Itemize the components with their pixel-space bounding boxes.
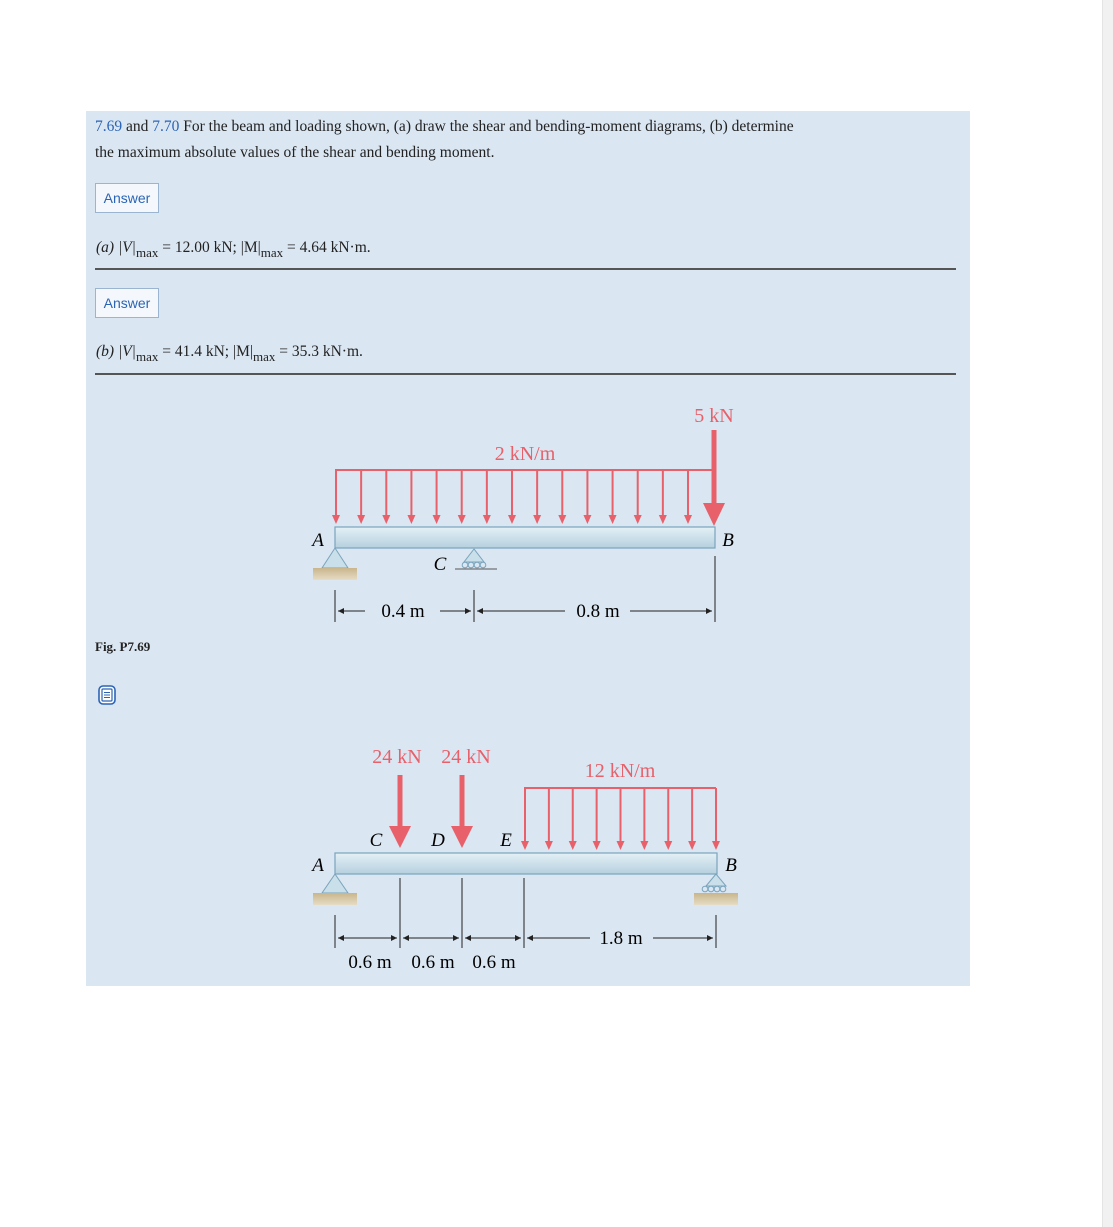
answer-b-text: (b) $|V|_{max} = 41.4$ kN; $|M|_{max} = 35.3$ kN·m. <box>96 343 363 364</box>
load-arrow-head <box>684 515 692 524</box>
answer-a-text: (a) $|V|_{max} = 12.00$ kN; $|M|_{max} = 4.64$ kN·m. <box>96 239 371 260</box>
load-arrow-head <box>521 841 529 850</box>
dimension-0-8m: 0.8 m <box>576 601 620 622</box>
label-a: A <box>312 530 324 551</box>
dimension-0-6m-1: 0.6 m <box>348 952 392 973</box>
roller-support-b-2 <box>694 874 738 905</box>
distributed-load-2-label: 12 kN/m <box>584 760 656 782</box>
dimension-0-6m-2: 0.6 m <box>411 952 455 973</box>
load-arrow-head <box>609 515 617 524</box>
point-load-24kn-c <box>389 775 411 848</box>
beam-ab-2 <box>335 853 717 874</box>
load-arrow-head <box>583 515 591 524</box>
point-load-label: 5 kN <box>694 405 734 427</box>
distributed-load-12kn <box>521 788 720 850</box>
load-arrow-head <box>634 515 642 524</box>
point-load-5kn <box>703 430 725 526</box>
point-load-24kn-d <box>451 775 473 848</box>
dimension-1-8m: 1.8 m <box>599 928 643 949</box>
load-arrow-head <box>382 515 390 524</box>
label-d-2: D <box>431 830 445 851</box>
problem-number-7-70[interactable]: 7.70 <box>152 118 180 135</box>
label-e-2: E <box>500 830 512 851</box>
dimension-lines-2 <box>335 878 716 948</box>
load-arrow-head <box>617 841 625 850</box>
label-c-2: C <box>369 830 383 851</box>
pin-support-a-2 <box>313 874 357 905</box>
load-arrow-head <box>545 841 553 850</box>
load-arrow-head <box>558 515 566 524</box>
problem-text-line2: the maximum absolute values of the shear and bending moment. <box>95 144 495 161</box>
load-arrow-head <box>688 841 696 850</box>
load-arrow-head <box>640 841 648 850</box>
load-arrow-head <box>458 515 466 524</box>
beam-ab <box>335 527 715 548</box>
answer-button-a[interactable]: Answer <box>95 183 159 213</box>
problem-number-7-69[interactable]: 7.69 <box>95 118 123 135</box>
figure-label: Fig. P7.69 <box>95 639 151 654</box>
load-arrow-head <box>659 515 667 524</box>
pin-support-a <box>313 548 357 580</box>
label-b-2: B <box>725 855 737 876</box>
answer-button-b[interactable]: Answer <box>95 288 159 318</box>
scrollbar[interactable] <box>1102 0 1113 1227</box>
load-c-label: 24 kN <box>372 746 422 768</box>
load-arrow-head <box>407 515 415 524</box>
problem-statement: 7.69 and 7.70 For the beam and loading shown, (a) draw the shear and bending-moment diagrams, (b) determine the maximum absolute values of the shear and bending moment. <box>95 118 794 161</box>
load-arrow-head <box>433 515 441 524</box>
load-arrow-head <box>332 515 340 524</box>
load-arrow-head <box>569 841 577 850</box>
load-arrow-head <box>483 515 491 524</box>
load-arrow-head <box>357 515 365 524</box>
label-c: C <box>433 554 447 575</box>
distributed-load-label: 2 kN/m <box>494 443 556 465</box>
problem-text-line1: For the beam and loading shown, (a) draw the shear and bending-moment diagrams, (b) determine <box>183 118 794 135</box>
dimension-0-4m: 0.4 m <box>381 601 425 622</box>
roller-support-c <box>455 549 497 569</box>
load-arrow-head <box>712 841 720 850</box>
label-a-2: A <box>312 855 324 876</box>
load-arrow-head <box>533 515 541 524</box>
dimension-0-6m-3: 0.6 m <box>472 952 516 973</box>
distributed-load-2kn <box>332 470 713 524</box>
load-arrow-head <box>508 515 516 524</box>
load-arrow-head <box>664 841 672 850</box>
load-d-label: 24 kN <box>441 746 491 768</box>
label-b: B <box>722 530 734 551</box>
load-arrow-head <box>593 841 601 850</box>
